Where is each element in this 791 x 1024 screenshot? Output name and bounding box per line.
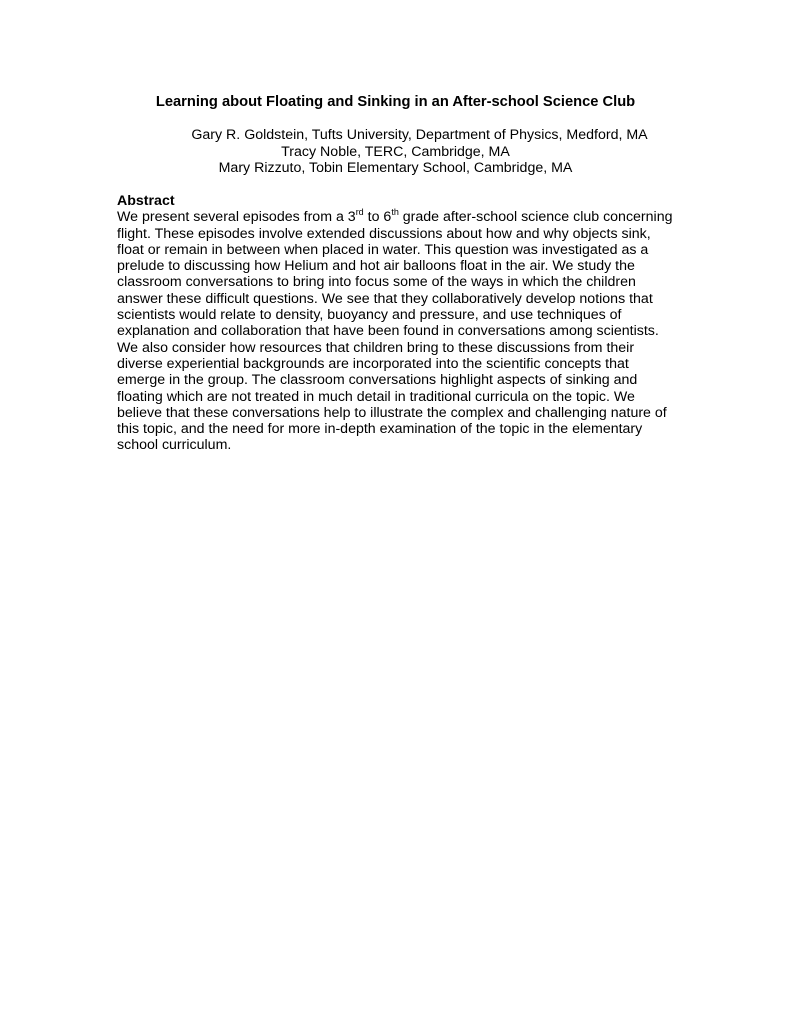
abstract-line bbox=[117, 206, 697, 226]
abstract-line: classroom conversations to bring into focus some of the ways in which the children bbox=[117, 274, 636, 291]
abstract-line: explanation and collaboration that have been found in conversations among scientists. bbox=[117, 323, 659, 340]
abstract-line: answer these difficult questions. We see that they collaboratively develop notions that bbox=[117, 290, 653, 307]
abstract-line: scientists would relate to density, buoyancy and pressure, and use techniques of bbox=[117, 307, 622, 324]
abstract-line: float or remain in between when placed in water. This question was investigated as a bbox=[117, 241, 649, 258]
abstract-line: this topic, and the need for more in-depth examination of the topic in the elementary bbox=[117, 421, 643, 438]
abstract-line: believe that these conversations help to illustrate the complex and challenging nature of bbox=[117, 404, 667, 421]
superscript: rd bbox=[355, 206, 364, 217]
abstract-line: prelude to discussing how Helium and hot air balloons float in the air. We study the bbox=[117, 258, 635, 275]
abstract-line: school curriculum. bbox=[117, 437, 232, 454]
abstract-heading: Abstract bbox=[117, 193, 175, 209]
paper-title: Learning about Floating and Sinking in an After-school Science Club bbox=[155, 94, 636, 110]
abstract-line: emerge in the group. The classroom conversations highlight aspects of sinking and bbox=[117, 372, 638, 389]
abstract-line: We also consider how resources that children bring to these discussions from their bbox=[117, 339, 635, 356]
author-line: Tracy Noble, TERC, Cambridge, MA bbox=[281, 143, 510, 160]
abstract-line: diverse experiential backgrounds are incorporated into the scientific concepts that bbox=[117, 355, 629, 372]
abstract-text: We present several episodes from a 3 bbox=[117, 209, 356, 226]
author-line: Gary R. Goldstein, Tufts University, Department of Physics, Medford, MA bbox=[191, 127, 648, 143]
abstract-section bbox=[117, 193, 697, 454]
abstract-text: to 6 bbox=[363, 209, 392, 226]
author-list bbox=[0, 127, 791, 177]
author-line: Mary Rizzuto, Tobin Elementary School, Cambridge, MA bbox=[218, 160, 573, 176]
abstract-line: flight. These episodes involve extended discussions about how and why objects sink, bbox=[117, 225, 651, 242]
superscript: th bbox=[391, 206, 399, 217]
abstract-line: floating which are not treated in much detail in traditional curricula on the topic. We bbox=[117, 388, 635, 405]
abstract-text: grade after-school science club concerning bbox=[398, 209, 673, 226]
